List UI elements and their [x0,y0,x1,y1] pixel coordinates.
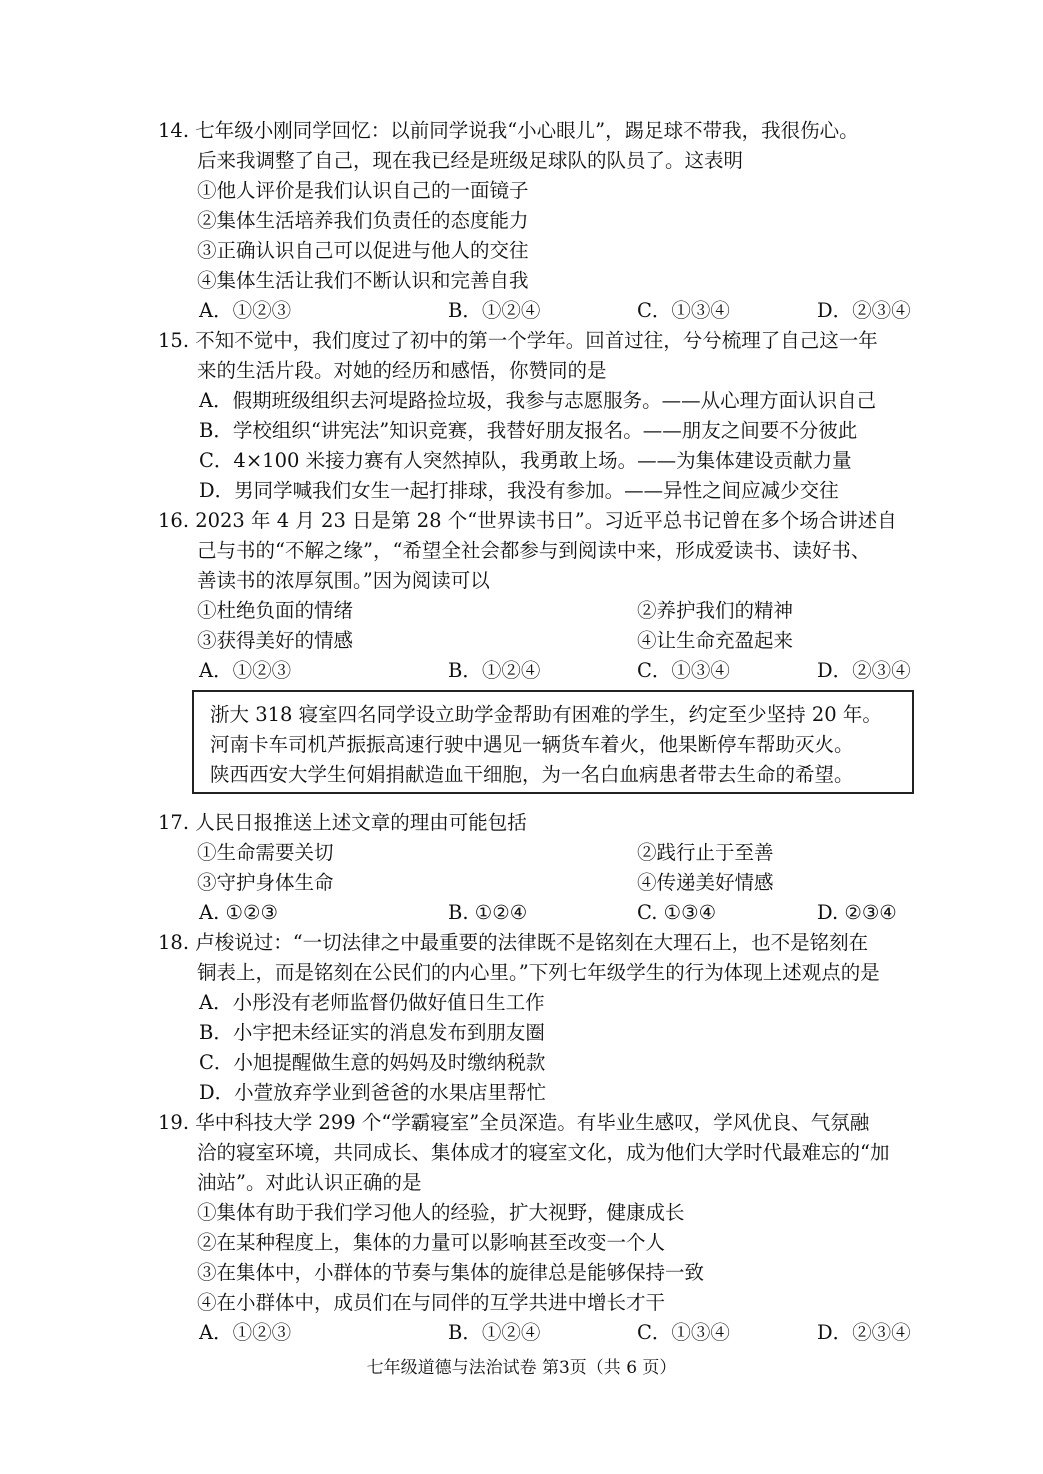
option-c: C．4×100 米接力赛有人突然掉队，我勇敢上场。——为集体建设贡献力量 [199,449,852,472]
question-stem: 17. 人民日报推送上述文章的理由可能包括 [158,811,527,834]
option-c: C．①③④ [637,1321,730,1344]
material-box [192,690,914,794]
option-d: D．②③④ [817,299,911,322]
option-c: C．小旭提醒做生意的妈妈及时缴纳税款 [199,1051,546,1074]
material-line: 浙大 318 寝室四名同学设立助学金帮助有困难的学生，约定至少坚持 20 年。 [210,703,882,726]
statement-item: ③获得美好的情感 [197,629,354,652]
answer-options [0,898,1043,928]
question-stem: 来的生活片段。对她的经历和感悟，你赞同的是 [197,359,607,382]
statement-item: ①杜绝负面的情绪 [197,599,354,622]
statement-item: ②践行止于至善 [637,841,774,864]
question-stem: 己与书的“不解之缘”，“希望全社会都参与到阅读中来，形成爱读书、读好书、 [197,539,871,562]
option-b: B. ①②④ [448,901,528,924]
option-a: A. ①②③ [199,901,278,924]
statement-item: ③正确认识自己可以促进与他人的交往 [197,239,529,262]
option-b: B．①②④ [448,659,541,682]
option-c: C. ①③④ [637,901,717,924]
question-stem: 15. 不知不觉中，我们度过了初中的第一个学年。回首过往，兮兮梳理了自己这一年 [158,329,878,352]
option-d: D．②③④ [817,659,911,682]
question-stem: 油站”。对此认识正确的是 [197,1171,422,1194]
option-d: D．男同学喊我们女生一起打排球，我没有参加。——异性之间应减少交往 [199,479,839,502]
option-a: A．小彤没有老师监督仍做好值日生工作 [199,991,545,1014]
question-stem: 18. 卢梭说过：“一切法律之中最重要的法律既不是铭刻在大理石上，也不是铭刻在 [158,931,869,954]
answer-options [0,296,1043,326]
statement-item: ①他人评价是我们认识自己的一面镜子 [197,179,529,202]
answer-options [0,656,1043,686]
option-d: D. ②③④ [817,901,897,924]
question-stem: 洽的寝室环境，共同成长、集体成才的寝室文化，成为他们大学时代最难忘的“加 [197,1141,890,1164]
option-d: D．小萱放弃学业到爸爸的水果店里帮忙 [199,1081,547,1104]
question-stem: 铜表上，而是铭刻在公民们的内心里。”下列七年级学生的行为体现上述观点的是 [197,961,880,984]
statement-item: ③在集体中，小群体的节奏与集体的旋律总是能够保持一致 [197,1261,705,1284]
option-b: B．①②④ [448,299,541,322]
statement-item: ①集体有助于我们学习他人的经验，扩大视野，健康成长 [197,1201,685,1224]
option-a: A．假期班级组织去河堤路捡垃圾，我参与志愿服务。——从心理方面认识自己 [199,389,877,412]
statement-item: ③守护身体生命 [197,871,334,894]
statement-item: ④在小群体中，成员们在与同伴的互学共进中增长才干 [197,1291,666,1314]
question-stem: 19. 华中科技大学 299 个“学霸寝室”全员深造。有毕业生感叹，学风优良、气氛融 [158,1111,870,1134]
statement-item: ②养护我们的精神 [637,599,794,622]
option-d: D．②③④ [817,1321,911,1344]
option-b: B．小宇把未经证实的消息发布到朋友圈 [199,1021,545,1044]
option-c: C．①③④ [637,299,730,322]
statement-item: ①生命需要关切 [197,841,334,864]
material-line: 陕西西安大学生何娟捐献造血干细胞，为一名白血病患者带去生命的希望。 [210,763,854,786]
option-a: A．①②③ [199,1321,292,1344]
statement-item: ④传递美好情感 [637,871,774,894]
option-a: A．①②③ [199,299,292,322]
statement-item: ②在某种程度上，集体的力量可以影响甚至改变一个人 [197,1231,666,1254]
option-a: A．①②③ [199,659,292,682]
material-line: 河南卡车司机芦振振高速行驶中遇见一辆货车着火，他果断停车帮助灭火。 [210,733,854,756]
page-footer: 七年级道德与法治试卷 第3页（共 6 页） [366,1358,677,1378]
question-stem: 善读书的浓厚氛围。”因为阅读可以 [197,569,490,592]
answer-options [0,1318,1043,1348]
question-stem: 16. 2023 年 4 月 23 日是第 28 个“世界读书日”。习近平总书记曾在多个场合讲述自 [158,509,897,532]
statement-item: ④让生命充盈起来 [637,629,794,652]
statement-item: ②集体生活培养我们负责任的态度能力 [197,209,529,232]
statement-item: ④集体生活让我们不断认识和完善自我 [197,269,529,292]
option-b: B．学校组织“讲宪法”知识竞赛，我替好朋友报名。——朋友之间要不分彼此 [199,419,858,442]
question-stem: 后来我调整了自己，现在我已经是班级足球队的队员了。这表明 [197,149,744,172]
question-stem: 14. 七年级小刚同学回忆：以前同学说我“小心眼儿”，踢足球不带我，我很伤心。 [158,119,859,142]
option-b: B．①②④ [448,1321,541,1344]
option-c: C．①③④ [637,659,730,682]
